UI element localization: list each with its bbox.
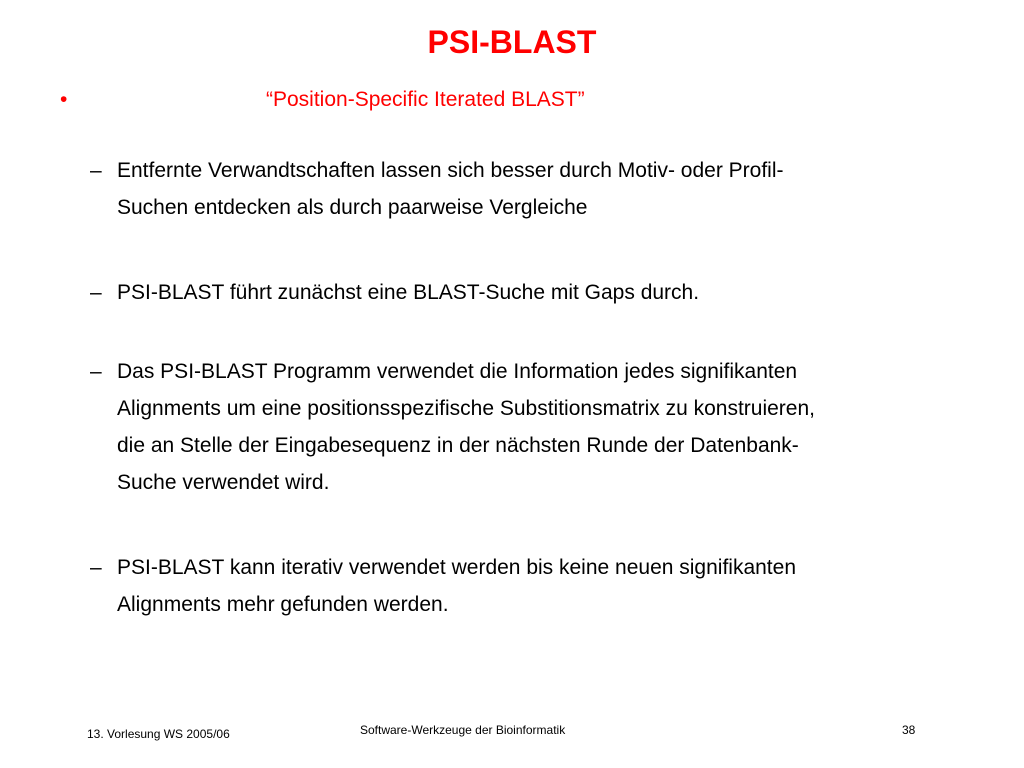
footer-lecture: 13. Vorlesung WS 2005/06 [87, 727, 230, 741]
sub-item-text: PSI-BLAST kann iterativ verwendet werden bis keine neuen signifikanten Alignments mehr gefunden werden. [117, 556, 797, 616]
sub-item-2 [90, 274, 990, 311]
footer-page-number: 38 [902, 723, 916, 737]
sub-item-text: Das PSI-BLAST Programm verwendet die Information jedes signifikanten Alignments um eine positionsspezifische Substitionsmatrix zu konstruieren, die an Stelle der Eingabesequenz in der nächsten Runde der Datenbank- Suche verwendet wird. [117, 360, 815, 494]
footer-course: Software-Werkzeuge der Bioinformatik [360, 723, 566, 737]
dash-marker: – [90, 281, 102, 304]
main-bullet [60, 84, 960, 116]
sub-item-4 [90, 549, 990, 623]
bullet-marker: • [60, 88, 68, 111]
sub-item-3 [90, 353, 990, 501]
sub-item-1 [90, 152, 990, 226]
sub-item-text: Entfernte Verwandtschaften lassen sich besser durch Motiv- oder Profil- Suchen entdecken als durch paarweise Vergleiche [117, 159, 784, 219]
sub-item-text: PSI-BLAST führt zunächst eine BLAST-Suche mit Gaps durch. [117, 281, 700, 304]
dash-marker: – [90, 556, 102, 579]
bullet-text: “Position-Specific Iterated BLAST” [266, 88, 585, 111]
dash-marker: – [90, 360, 102, 383]
slide-title: PSI-BLAST [427, 24, 597, 60]
dash-marker: – [90, 159, 102, 182]
